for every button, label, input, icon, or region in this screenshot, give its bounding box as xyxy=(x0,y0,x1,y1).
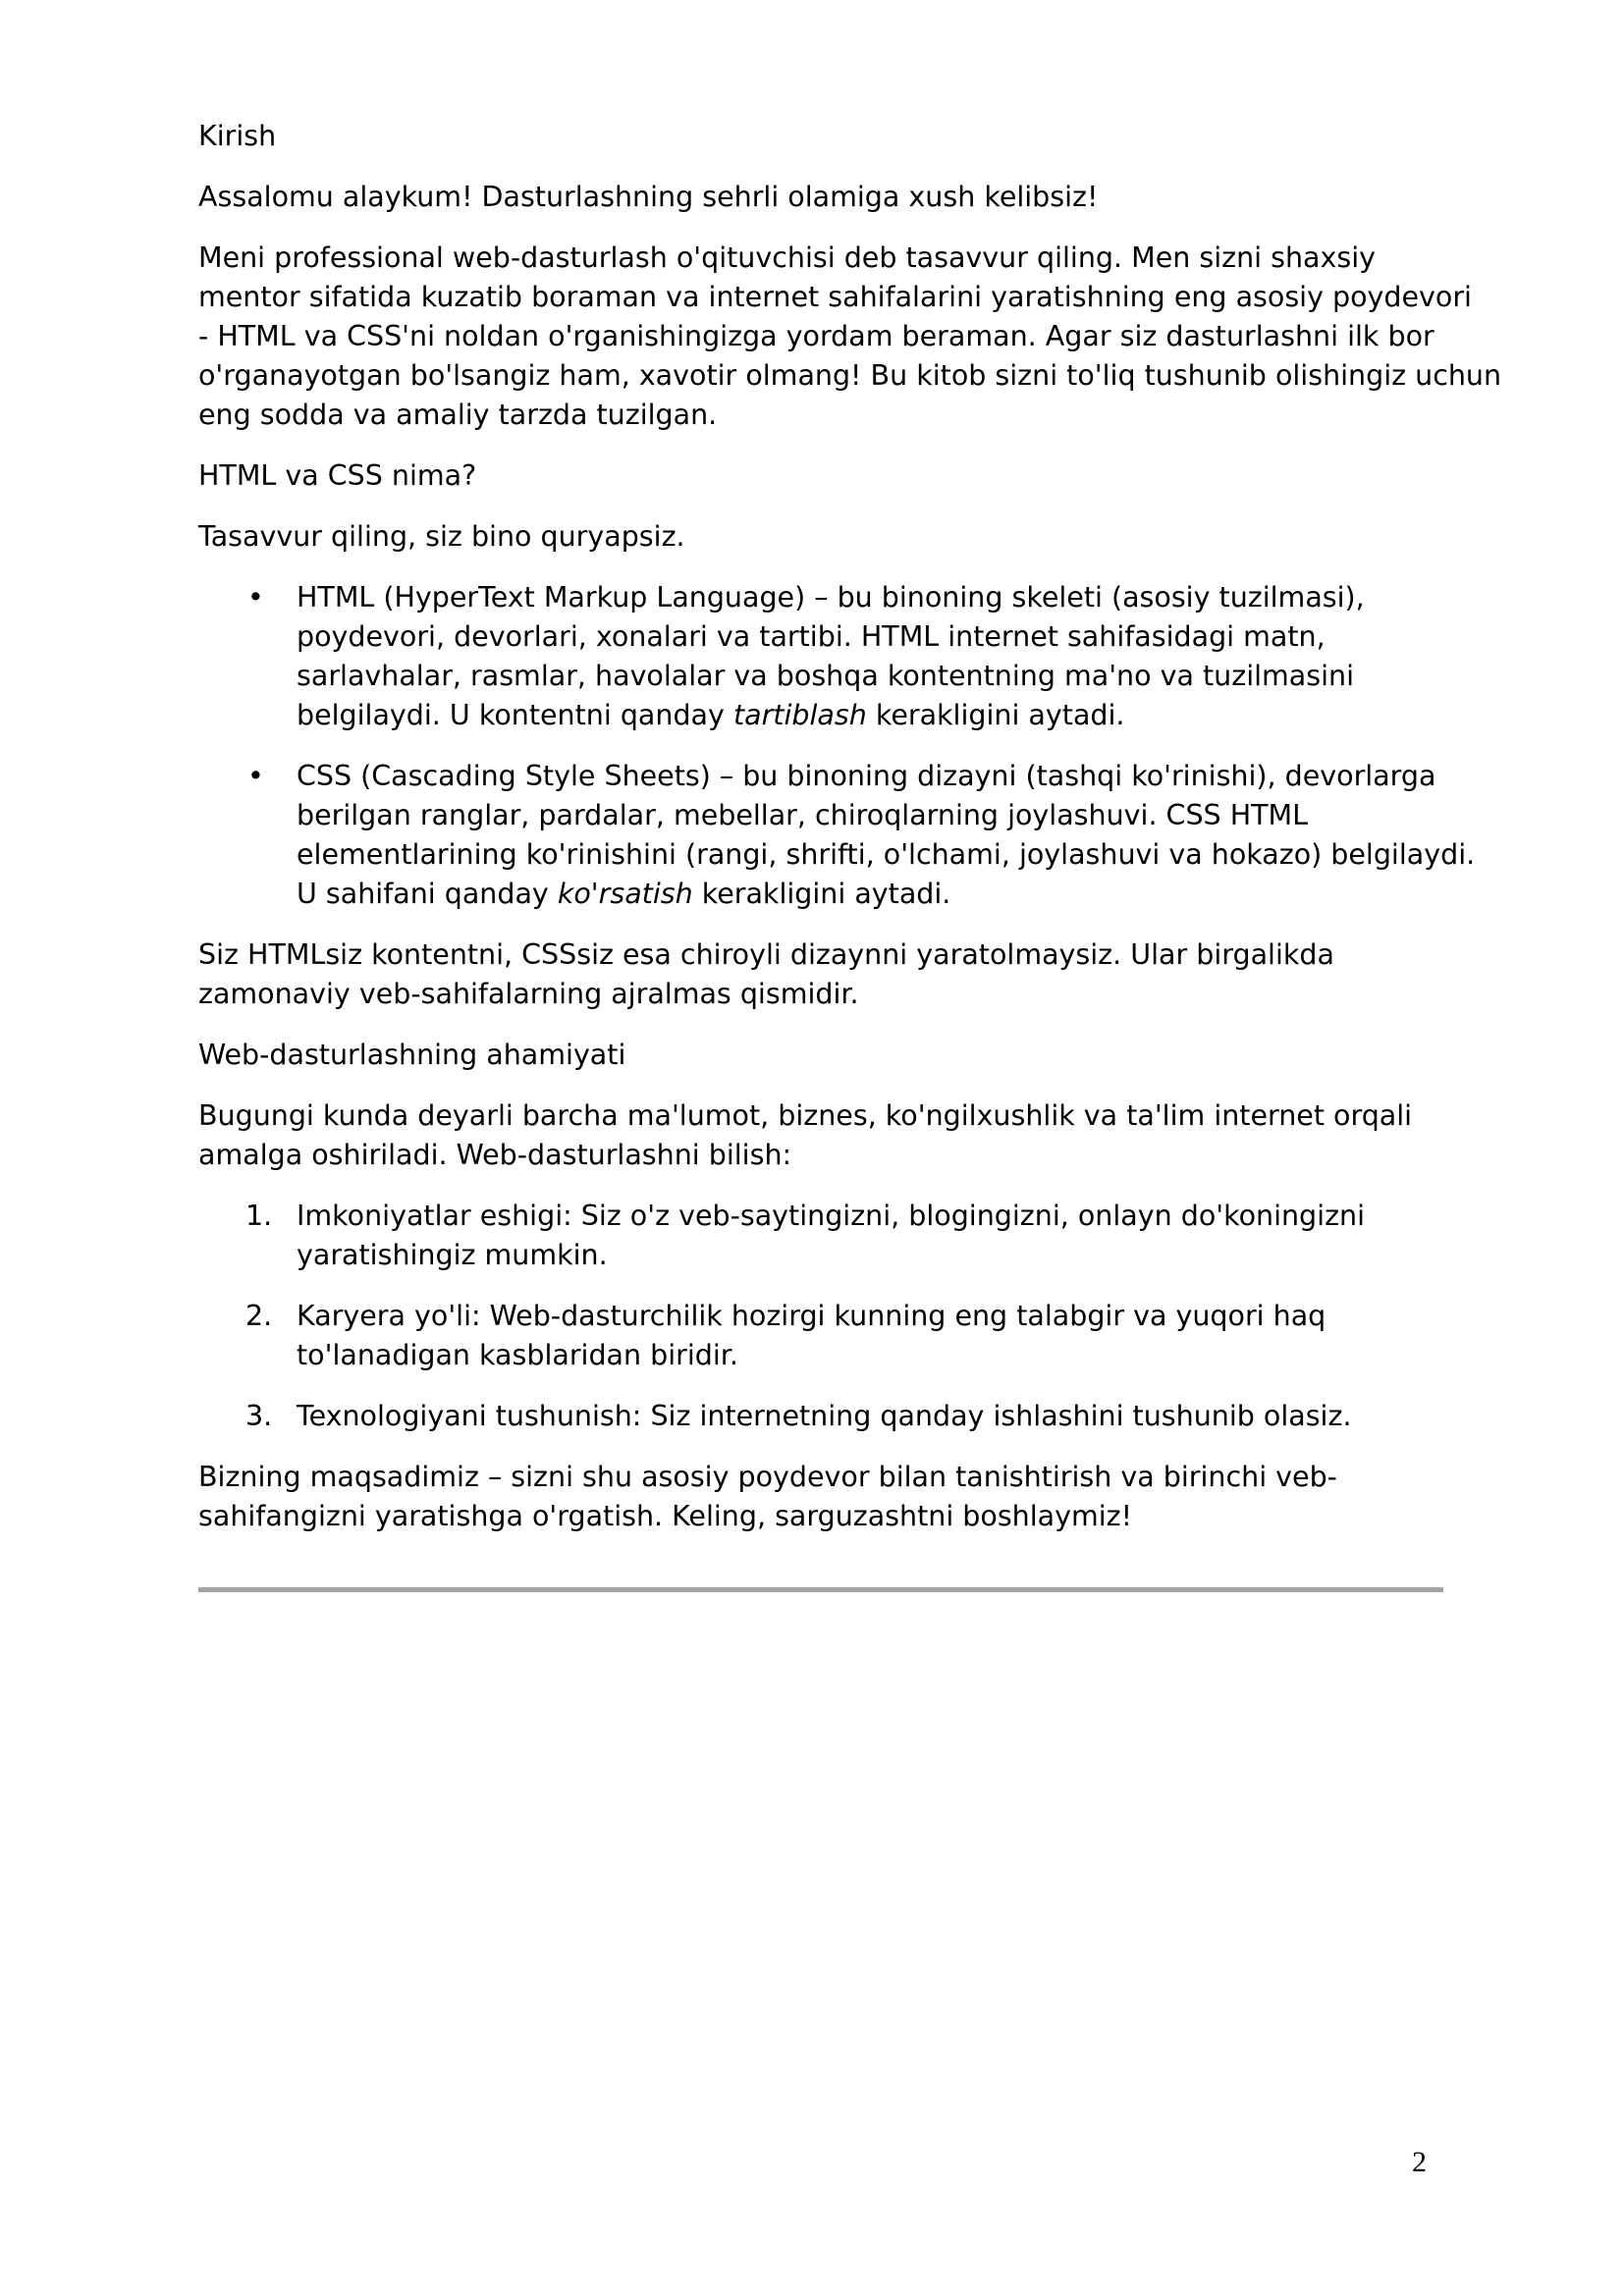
emphasis-text: ko'rsatish xyxy=(557,878,693,910)
paragraph-line: mentor sifatida kuzatib boraman va internet sahifalarini yaratishning eng asosiy poydevori xyxy=(198,281,1472,313)
list-item-line: to'lanadigan kasblaridan biridir. xyxy=(297,1339,738,1371)
list-item-line: elementlarining ko'rinishini (rangi, shrifti, o'lchami, joylashuvi va hokazo) belgilaydi. xyxy=(297,838,1476,871)
list-item-line xyxy=(297,875,1443,914)
text-run: kerakligini aytadi. xyxy=(692,878,951,910)
page-body xyxy=(198,117,1502,1558)
paragraph-line: Meni professional web-dasturlash o'qituvchisi deb tasavvur qiling. Men sizni shaxsiy xyxy=(198,241,1377,274)
text-run: kerakligini aytadi. xyxy=(866,699,1125,731)
paragraph-line: eng sodda va amaliy tarzda tuzilgan. xyxy=(198,399,718,431)
numbered-list xyxy=(198,1197,1443,1436)
list-item-line: HTML (HyperText Markup Language) – bu binoning skeleti (asosiy tuzilmasi), xyxy=(297,581,1365,614)
list-item-opportunities xyxy=(198,1197,1443,1275)
list-item-css xyxy=(198,757,1476,914)
list-item-technology xyxy=(198,1397,1443,1436)
text-run: belgilaydi. U kontentni qanday xyxy=(297,699,733,731)
list-number: 1. xyxy=(245,1200,273,1232)
list-item-line: yaratishingiz mumkin. xyxy=(297,1239,608,1271)
paragraph-line: Bizning maqsadimiz – sizni shu asosiy poydevor bilan tanishtirish va birinchi veb- xyxy=(198,1461,1337,1493)
importance-paragraph xyxy=(198,1096,1443,1175)
list-item-line: poydevori, devorlari, xonalari va tartibi. HTML internet sahifasidagi matn, xyxy=(297,620,1326,653)
list-item-line: sarlavhalar, rasmlar, havolalar va boshqa kontentning ma'no va tuzilmasini xyxy=(297,660,1355,692)
paragraph-line: zamonaviy veb-sahifalarning ajralmas qismidir. xyxy=(198,978,859,1010)
bullet-icon: • xyxy=(247,760,264,792)
section-heading-intro: Kirish xyxy=(198,120,277,152)
emphasis-text: tartiblash xyxy=(732,699,867,731)
list-item-line: Karyera yo'li: Web-dasturchilik hozirgi kunning eng talabgir va yuqori haq xyxy=(297,1300,1326,1332)
closing-paragraph xyxy=(198,1458,1443,1536)
list-number: 3. xyxy=(245,1400,273,1432)
paragraph-line: Siz HTMLsiz kontentni, CSSsiz esa chiroyli dizaynni yaratolmaysiz. Ular birgalikda xyxy=(198,938,1334,971)
list-number: 2. xyxy=(245,1300,273,1332)
section-heading-what: HTML va CSS nima? xyxy=(198,459,477,492)
paragraph-line: o'rganayotgan bo'lsangiz ham, xavotir olmang! Bu kitob sizni to'liq tushunib olishingiz uchun xyxy=(198,359,1502,392)
summary-paragraph xyxy=(198,935,1443,1014)
text-run: U sahifani qanday xyxy=(297,878,558,910)
horizontal-rule xyxy=(198,1587,1443,1592)
page-number: 2 xyxy=(1412,2146,1427,2178)
list-item-career xyxy=(198,1297,1443,1375)
list-item-html xyxy=(198,578,1443,735)
list-item-line: Imkoniyatlar eshigi: Siz o'z veb-saytingizni, blogingizni, onlayn do'koningizni xyxy=(297,1200,1366,1232)
section-heading-importance: Web-dasturlashning ahamiyati xyxy=(198,1039,626,1071)
paragraph-line: amalga oshiriladi. Web-dasturlashni bilish: xyxy=(198,1139,792,1171)
analogy-text: Tasavvur qiling, siz bino quryapsiz. xyxy=(198,520,685,553)
paragraph-line: Bugungi kunda deyarli barcha ma'lumot, biznes, ko'ngilxushlik va ta'lim internet orqali xyxy=(198,1099,1413,1132)
bullet-list xyxy=(198,578,1476,914)
bullet-icon: • xyxy=(247,581,264,614)
list-item-line: CSS (Cascading Style Sheets) – bu binoning dizayni (tashqi ko'rinishi), devorlarga xyxy=(297,760,1436,792)
paragraph-line: sahifangizni yaratishga o'rgatish. Keling, sarguzashtni boshlaymiz! xyxy=(198,1500,1133,1532)
list-item-line xyxy=(297,696,1443,735)
intro-paragraph xyxy=(198,239,1502,435)
list-item-line: Texnologiyani tushunish: Siz internetning qanday ishlashini tushunib olasiz. xyxy=(297,1400,1352,1432)
greeting-text: Assalomu alaykum! Dasturlashning sehrli olamiga xush kelibsiz! xyxy=(198,181,1099,213)
paragraph-line: - HTML va CSS'ni noldan o'rganishingizga yordam beraman. Agar siz dasturlashni ilk bor xyxy=(198,320,1435,352)
list-item-line: berilgan ranglar, pardalar, mebellar, chiroqlarning joylashuvi. CSS HTML xyxy=(297,799,1309,831)
